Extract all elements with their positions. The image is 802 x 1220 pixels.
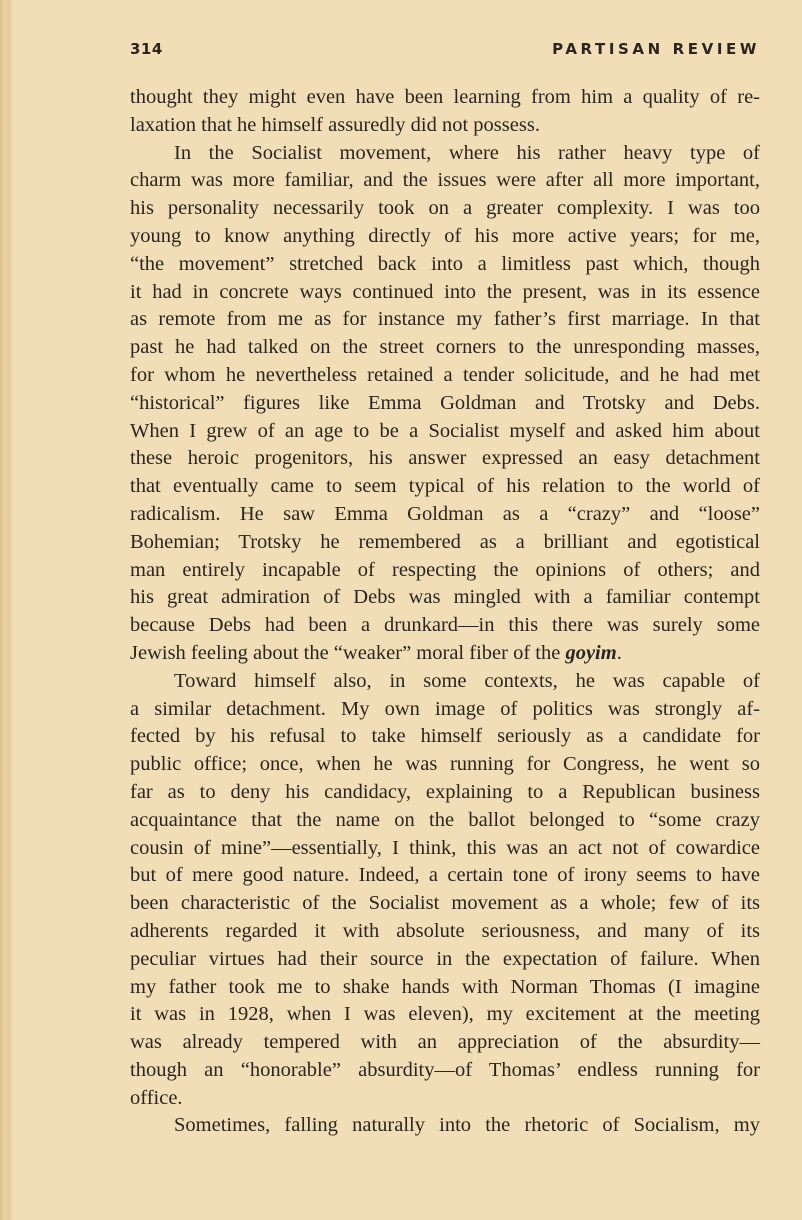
text-line-content: because Debs had been a drunkard—in this there was surely some (130, 614, 760, 637)
page-header (130, 40, 760, 64)
text-line (130, 974, 760, 1002)
body-text (130, 84, 760, 1140)
text-line (130, 195, 760, 223)
text-line (130, 1085, 760, 1113)
text-line-content: for whom he nevertheless retained a tender solicitude, and he had met (130, 363, 760, 386)
text-line (130, 529, 760, 557)
text-line-content: his great admiration of Debs was mingled with a familiar contempt (130, 586, 760, 609)
text-line-content: Jewish feeling about the “weaker” moral fiber of the (130, 641, 566, 664)
text-line-content: it had in concrete ways continued into the present, was in its essence (130, 280, 760, 303)
text-line-content: past he had talked on the street corners to the unresponding masses, (130, 336, 760, 359)
text-line (130, 862, 760, 890)
text-line (130, 1057, 760, 1085)
text-line-content: was already tempered with an appreciation of the absurdity— (130, 1031, 760, 1054)
text-line-content: office. (130, 1086, 183, 1109)
text-line-content: “historical” figures like Emma Goldman and Trotsky and Debs. (130, 391, 760, 414)
text-line-content: In the Socialist movement, where his rather heavy type of (174, 141, 760, 164)
text-line (130, 306, 760, 334)
text-line (130, 112, 760, 140)
text-line-content: a similar detachment. My own image of politics was strongly af- (130, 697, 760, 720)
text-line (130, 612, 760, 640)
text-line (130, 279, 760, 307)
text-line-content: man entirely incapable of respecting the opinions of others; and (130, 558, 760, 581)
page-binding-edge (0, 0, 14, 1220)
text-line (130, 501, 760, 529)
text-line (130, 362, 760, 390)
text-line (130, 668, 760, 696)
text-line-content: but of mere good nature. Indeed, a certain tone of irony seems to have (130, 864, 760, 887)
text-line-content: his personality necessarily took on a greater complexity. I was too (130, 197, 760, 220)
text-line-content: laxation that he himself assuredly did not possess. (130, 113, 540, 136)
text-line-content: When I grew of an age to be a Socialist myself and asked him about (130, 419, 760, 442)
text-line (130, 890, 760, 918)
text-line-content: my father took me to shake hands with Norman Thomas (I imagine (130, 975, 760, 998)
text-line (130, 696, 760, 724)
text-line-content: that eventually came to seem typical of his relation to the world of (130, 475, 760, 498)
text-line-content: been characteristic of the Socialist movement as a whole; few of its (130, 892, 760, 915)
punctuation: . (616, 641, 622, 664)
text-line-content: thought they might even have been learning from him a quality of re- (130, 86, 760, 108)
text-line (130, 557, 760, 585)
text-line (130, 1029, 760, 1057)
text-line-content: these heroic progenitors, his answer expressed an easy detachment (130, 447, 760, 470)
text-line (130, 418, 760, 446)
text-line-content: acquaintance that the name on the ballot belonged to “some crazy (130, 808, 760, 831)
text-line-content: as remote from me as for instance my father’s first marriage. In that (130, 308, 760, 331)
text-line-content: cousin of mine”—essentially, I think, this was an act not of cowardice (130, 836, 760, 859)
text-line-content: peculiar virtues had their source in the expectation of failure. When (130, 947, 760, 970)
text-line-content: Bohemian; Trotsky he remembered as a brilliant and egotistical (130, 530, 760, 553)
text-line (130, 334, 760, 362)
italic-word: goyim (565, 641, 617, 664)
text-line (130, 751, 760, 779)
text-line-content: fected by his refusal to take himself seriously as a candidate for (130, 725, 760, 748)
text-line (130, 473, 760, 501)
text-line-content: though an “honorable” absurdity—of Thomas’ endless running for (130, 1058, 760, 1081)
text-line-content: “the movement” stretched back into a limitless past which, though (130, 252, 760, 275)
text-line (130, 1001, 760, 1029)
text-line (130, 918, 760, 946)
text-line-content: public office; once, when he was running for Congress, he went so (130, 753, 760, 776)
text-line-content: young to know anything directly of his more active years; for me, (130, 224, 760, 247)
text-line (130, 946, 760, 974)
text-line (130, 251, 760, 279)
text-line (130, 167, 760, 195)
text-line (130, 445, 760, 473)
text-line (130, 835, 760, 863)
text-line-content: Toward himself also, in some contexts, he was capable of (174, 669, 760, 692)
text-line (130, 779, 760, 807)
text-line (130, 1112, 760, 1140)
running-head: PARTISAN REVIEW (552, 40, 760, 58)
text-line (130, 84, 760, 112)
text-line (130, 390, 760, 418)
text-line (130, 640, 760, 668)
text-line-content: adherents regarded it with absolute seriousness, and many of its (130, 919, 760, 942)
text-line-content: charm was more familiar, and the issues were after all more important, (130, 169, 760, 192)
text-line (130, 807, 760, 835)
text-line (130, 223, 760, 251)
page-number: 314 (130, 40, 163, 58)
text-line-content: far as to deny his candidacy, explaining to a Republican business (130, 780, 760, 803)
text-line (130, 584, 760, 612)
text-line (130, 723, 760, 751)
text-line-content: it was in 1928, when I was eleven), my excitement at the meeting (130, 1003, 760, 1026)
text-line-content: Sometimes, falling naturally into the rhetoric of Socialism, my (174, 1114, 760, 1137)
text-line-content: radicalism. He saw Emma Goldman as a “crazy” and “loose” (130, 502, 760, 525)
text-line (130, 140, 760, 168)
